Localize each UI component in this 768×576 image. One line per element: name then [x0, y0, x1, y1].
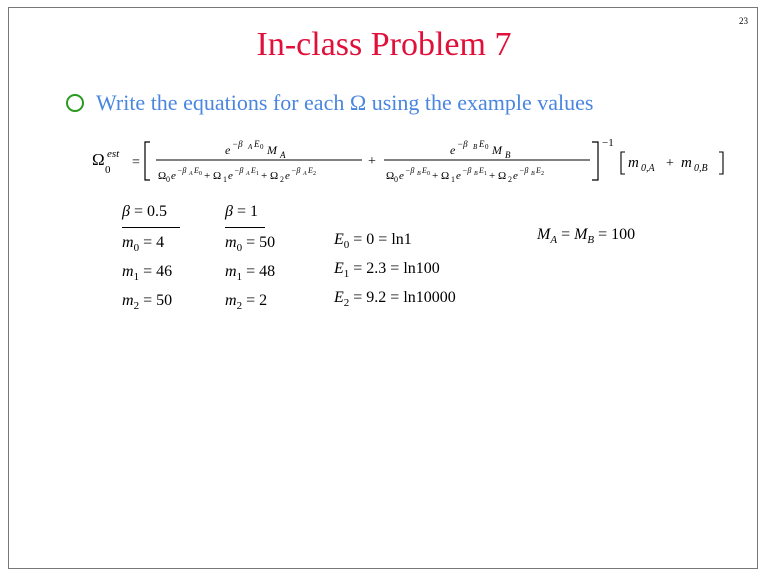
svg-text:2: 2 — [541, 171, 544, 177]
rhs-m1: m — [628, 155, 639, 171]
outer-exponent: −1 — [602, 137, 614, 149]
energy-e0: $E_0 = 0 = \ln 1$ — [334, 231, 412, 251]
svg-text:B: B — [531, 171, 535, 177]
svg-text:+ Ω: + Ω — [489, 170, 507, 182]
slide-title: In-class Problem 7 — [256, 26, 512, 63]
beta-half-column — [122, 203, 202, 313]
svg-text:M: M — [267, 143, 277, 157]
left-bracket — [145, 142, 150, 180]
svg-text:B: B — [417, 171, 421, 177]
beta-one-row-m0: $m_0 = 50$ — [225, 234, 276, 254]
beta-one-header: β = 1 — [225, 203, 258, 220]
mass-equation: $M_A = M_B = 100$ — [537, 226, 636, 246]
right-bracket — [592, 142, 598, 180]
svg-text:E: E — [251, 166, 256, 175]
svg-text:B: B — [473, 143, 478, 151]
lhs-sup: est — [107, 148, 120, 160]
svg-text:0: 0 — [199, 171, 202, 177]
svg-text:1: 1 — [484, 171, 487, 177]
svg-text:0: 0 — [394, 175, 398, 184]
rhs-left-bracket — [621, 152, 625, 174]
svg-text:−β: −β — [457, 139, 468, 149]
beta-half-row-m0: $m_0 = 4$ — [122, 234, 165, 254]
lhs-sub: 0 — [105, 164, 111, 176]
rhs-m2-sub: 0,B — [694, 163, 708, 174]
term-b-numerator — [450, 139, 511, 160]
svg-text:1: 1 — [451, 175, 455, 184]
svg-text:e: e — [513, 170, 518, 182]
svg-text:E: E — [422, 166, 427, 175]
svg-text:−β: −β — [234, 166, 244, 175]
svg-text:A: A — [248, 143, 253, 151]
svg-text:e: e — [225, 143, 231, 157]
svg-text:0: 0 — [427, 171, 430, 177]
beta-half-row-m1: $m_1 = 46$ — [122, 263, 173, 283]
omega-equation — [90, 132, 740, 190]
svg-text:E: E — [254, 139, 260, 149]
svg-text:+ Ω: + Ω — [432, 170, 450, 182]
svg-text:2: 2 — [508, 175, 512, 184]
svg-text:e: e — [456, 170, 461, 182]
lhs-equals: = — [132, 155, 140, 170]
svg-text:+ Ω: + Ω — [261, 170, 279, 182]
svg-text:2: 2 — [280, 175, 284, 184]
svg-text:1: 1 — [223, 175, 227, 184]
svg-text:A: A — [280, 150, 286, 160]
bullet-item — [66, 90, 593, 116]
term-b-denominator — [386, 166, 544, 184]
svg-text:1: 1 — [256, 171, 259, 177]
svg-text:e: e — [285, 170, 290, 182]
term-a-denominator — [158, 166, 316, 184]
beta-one-row-m2: $m_2 = 2$ — [225, 292, 268, 312]
svg-text:−β: −β — [291, 166, 301, 175]
svg-text:Ω: Ω — [158, 170, 167, 182]
term-plus: + — [368, 154, 376, 169]
beta-one-underline — [225, 227, 265, 228]
beta-one-row-m1: $m_1 = 48$ — [225, 263, 276, 283]
svg-text:E: E — [194, 166, 199, 175]
energy-e1: $E_1 = 2.3 = \ln 100$ — [334, 260, 440, 280]
beta-half-row-m2: $m_2 = 50$ — [122, 292, 173, 312]
svg-text:−β: −β — [405, 166, 415, 175]
beta-one-column — [225, 203, 305, 313]
svg-text:e: e — [171, 170, 176, 182]
svg-text:E: E — [479, 139, 485, 149]
svg-text:e: e — [399, 170, 404, 182]
svg-text:B: B — [505, 150, 511, 160]
circle-bullet-icon — [66, 94, 84, 112]
svg-text:e: e — [450, 143, 456, 157]
svg-text:e: e — [228, 170, 233, 182]
svg-text:−β: −β — [177, 166, 187, 175]
rhs-right-bracket — [719, 152, 723, 174]
svg-text:0: 0 — [260, 143, 264, 151]
beta-half-underline — [122, 227, 180, 228]
svg-text:E: E — [536, 166, 541, 175]
bullet-text: Write the equations for each Ω using the example values — [96, 90, 594, 115]
beta-half-header: β = 0.5 — [122, 203, 167, 220]
svg-text:0: 0 — [485, 143, 489, 151]
svg-text:−β: −β — [519, 166, 529, 175]
svg-text:+ Ω: + Ω — [204, 170, 222, 182]
energy-e2: $E_2 = 9.2 = \ln 10000$ — [334, 289, 456, 309]
svg-text:E: E — [308, 166, 313, 175]
svg-text:0: 0 — [166, 175, 170, 184]
svg-text:A: A — [303, 171, 307, 177]
term-a-numerator — [225, 139, 286, 160]
svg-text:−β: −β — [232, 139, 243, 149]
page-number: 23 — [739, 16, 748, 26]
svg-text:Ω: Ω — [386, 170, 395, 182]
lhs-omega: Ω — [92, 150, 105, 169]
rhs-plus: + — [666, 156, 674, 171]
rhs-m1-sub: 0,A — [641, 163, 655, 174]
svg-text:M: M — [492, 143, 502, 157]
svg-text:B: B — [474, 171, 478, 177]
equation-svg — [90, 132, 740, 190]
rhs-m2: m — [681, 155, 692, 171]
svg-text:E: E — [479, 166, 484, 175]
svg-text:A: A — [189, 171, 193, 177]
svg-text:−β: −β — [462, 166, 472, 175]
svg-text:A: A — [246, 171, 250, 177]
svg-text:2: 2 — [313, 171, 316, 177]
